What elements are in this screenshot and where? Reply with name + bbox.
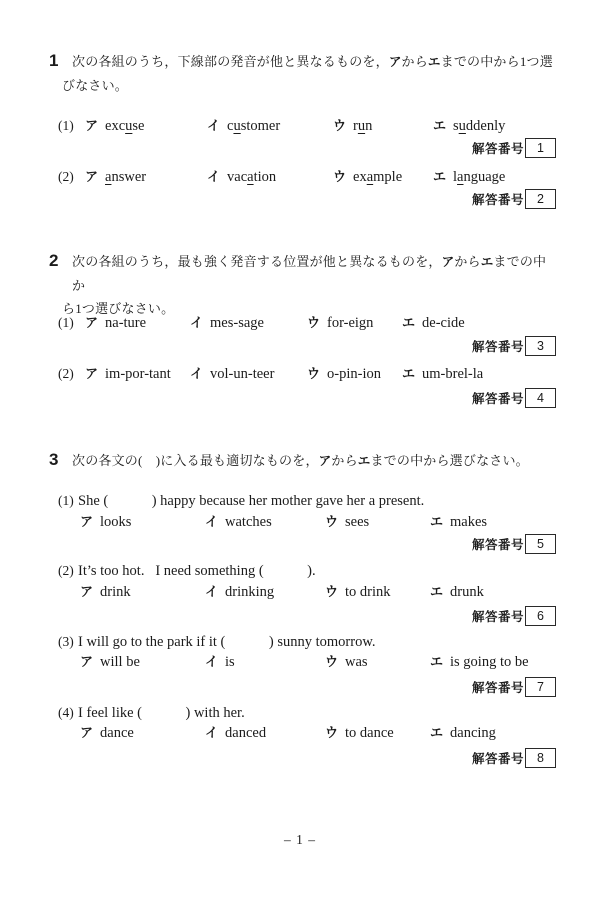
word-underlined: a <box>457 169 464 185</box>
word-underlined: u <box>458 118 466 134</box>
option-marker: エ <box>402 315 416 330</box>
option-marker: イ <box>190 315 204 330</box>
answer-number-box: 1 <box>525 138 556 158</box>
option-word <box>353 116 372 136</box>
word-post: ddenly <box>465 118 506 134</box>
option-a <box>80 723 205 743</box>
option-marker: イ <box>207 118 221 133</box>
option-word: um-brel-la <box>422 366 484 382</box>
katakana-a-bold: ア <box>318 454 332 468</box>
page-number: – 1 – <box>284 832 316 847</box>
option-word: watches <box>225 514 272 530</box>
option-word <box>105 167 146 187</box>
word-post: mple <box>373 169 403 185</box>
option-word <box>453 167 505 187</box>
word-pre: exc <box>105 118 126 134</box>
option-marker: エ <box>430 725 444 740</box>
option-word: will be <box>100 654 140 670</box>
option-marker: ウ <box>333 169 347 184</box>
question-3-2-options <box>80 582 560 602</box>
option-word: dancing <box>450 725 496 741</box>
katakana-a-bold: ア <box>441 255 455 269</box>
option-marker: ア <box>85 366 99 381</box>
option-marker: ア <box>80 654 94 669</box>
option-marker: イ <box>207 169 221 184</box>
section-1-number: 1 <box>49 51 59 70</box>
option-marker: ウ <box>325 584 339 599</box>
question-3-1-options <box>80 512 560 532</box>
answer-number-row-5 <box>472 533 556 554</box>
option-word: na-ture <box>105 315 147 331</box>
question-1-2-row <box>58 167 560 187</box>
option-marker: ア <box>80 514 94 529</box>
question-number: (4) <box>58 705 74 720</box>
option-marker: ア <box>85 315 99 330</box>
answer-number-row-3 <box>472 335 556 356</box>
word-pre: s <box>453 118 459 134</box>
option-e <box>430 723 496 743</box>
option-e <box>430 512 487 532</box>
option-e <box>402 364 483 384</box>
question-3-3-options <box>80 652 560 672</box>
section-1-header <box>48 50 556 97</box>
question-number: (1) <box>58 118 74 133</box>
instruction-text: までの中から1つ選 <box>440 54 553 69</box>
option-a <box>85 116 207 136</box>
option-e <box>402 313 465 333</box>
option-e <box>430 652 529 672</box>
option-word: is going to be <box>450 654 529 670</box>
option-i <box>205 723 325 743</box>
word-post: nswer <box>111 169 147 185</box>
section-2-number: 2 <box>49 251 59 270</box>
answer-number-box: 2 <box>525 189 556 209</box>
sentence-text: I will go to the park if it ( ) sunny tomorrow. <box>78 634 376 650</box>
option-marker: イ <box>190 366 204 381</box>
section-2-instruction-line2: ら1つ選びなさい。 <box>62 301 175 316</box>
answer-number-box: 6 <box>525 606 556 626</box>
answer-number-row-1 <box>472 137 556 158</box>
instruction-text: から <box>401 54 428 69</box>
option-word: danced <box>225 725 267 741</box>
option-i <box>205 652 325 672</box>
section-2-instruction-line1 <box>72 250 556 297</box>
word-post: stomer <box>240 118 281 134</box>
word-underlined: a <box>366 169 374 185</box>
option-u <box>325 582 430 602</box>
answer-number-row-6 <box>472 605 556 626</box>
option-word: im-por-tant <box>105 366 171 382</box>
option-a <box>85 313 190 333</box>
instruction-text: 次の各文の( )に入る最も適切なものを， <box>72 453 319 468</box>
option-marker: ウ <box>325 725 339 740</box>
instruction-text: から <box>331 453 358 468</box>
answer-number-label: 解答番号 <box>471 537 524 552</box>
word-pre: r <box>353 118 358 134</box>
question-3-1-sentence <box>58 491 560 511</box>
word-post: n <box>365 118 373 134</box>
question-3-4-options <box>80 723 560 743</box>
answer-number-label: 解答番号 <box>471 680 524 695</box>
option-marker: ア <box>85 169 99 184</box>
answer-number-label: 解答番号 <box>471 751 524 766</box>
word-pre: ex <box>353 169 367 185</box>
option-e <box>433 167 505 187</box>
option-word: sees <box>345 514 370 530</box>
answer-number-box: 7 <box>525 677 556 697</box>
option-i <box>207 116 333 136</box>
word-pre: l <box>453 169 458 185</box>
answer-number-row-2 <box>472 188 556 209</box>
option-marker: イ <box>205 514 219 529</box>
option-word: was <box>345 654 368 670</box>
answer-number-label: 解答番号 <box>471 339 524 354</box>
option-marker: イ <box>205 725 219 740</box>
answer-number-label: 解答番号 <box>471 192 524 207</box>
answer-number-label: 解答番号 <box>471 391 524 406</box>
option-marker: ア <box>80 584 94 599</box>
katakana-e-bold: エ <box>357 454 371 468</box>
option-e <box>433 116 505 136</box>
option-i <box>190 313 307 333</box>
option-word: o-pin-ion <box>327 366 381 382</box>
option-word: vol-un-teer <box>210 366 275 382</box>
instruction-text: 次の各組のうち，下線部の発音が他と異なるものを， <box>72 54 389 69</box>
word-underlined: u <box>233 118 241 134</box>
option-word: to drink <box>345 584 391 600</box>
instruction-text: から <box>454 254 481 269</box>
option-word: de-cide <box>422 315 465 331</box>
option-word: makes <box>450 514 488 530</box>
word-post: se <box>132 118 145 134</box>
question-1-1-row <box>58 116 560 136</box>
option-i <box>205 512 325 532</box>
option-u <box>307 364 402 384</box>
option-a <box>85 364 190 384</box>
option-marker: ウ <box>325 654 339 669</box>
option-marker: エ <box>430 584 444 599</box>
option-a <box>85 167 207 187</box>
question-3-3-sentence <box>58 632 560 652</box>
option-marker: イ <box>205 654 219 669</box>
option-marker: エ <box>433 118 447 133</box>
option-u <box>307 313 402 333</box>
word-post: nguage <box>463 169 506 185</box>
option-word: for-eign <box>327 315 374 331</box>
instruction-text: までの中か <box>72 254 547 293</box>
option-i <box>205 582 325 602</box>
question-3-4-sentence <box>58 703 560 723</box>
option-word <box>353 167 402 187</box>
answer-number-box: 5 <box>525 534 556 554</box>
section-3-number: 3 <box>49 450 59 469</box>
question-3-2-sentence <box>58 561 560 581</box>
question-2-2-row <box>58 364 560 384</box>
answer-number-label: 解答番号 <box>471 609 524 624</box>
question-number: (1) <box>58 315 74 330</box>
answer-number-label: 解答番号 <box>471 141 524 156</box>
option-word <box>453 116 505 136</box>
option-word: drink <box>100 584 131 600</box>
answer-number-row-7 <box>472 676 556 697</box>
option-marker: エ <box>402 366 416 381</box>
option-word: is <box>225 654 235 670</box>
word-post: tion <box>253 169 277 185</box>
option-u <box>333 167 433 187</box>
answer-number-box: 3 <box>525 336 556 356</box>
word-pre: c <box>227 118 234 134</box>
option-a <box>80 582 205 602</box>
option-word <box>105 116 144 136</box>
question-number: (2) <box>58 563 74 578</box>
option-a <box>80 512 205 532</box>
section-3-instruction <box>72 449 556 473</box>
section-2-header <box>48 250 556 320</box>
word-underlined: a <box>247 169 254 185</box>
question-number: (1) <box>58 493 74 508</box>
option-u <box>325 723 430 743</box>
option-i <box>207 167 333 187</box>
word-underlined: a <box>105 169 112 185</box>
option-marker: ウ <box>307 366 321 381</box>
option-word: dance <box>100 725 134 741</box>
word-underlined: u <box>125 118 133 134</box>
option-word: to dance <box>345 725 394 741</box>
option-marker: ウ <box>307 315 321 330</box>
answer-number-row-4 <box>472 387 556 408</box>
option-u <box>325 512 430 532</box>
option-word: looks <box>100 514 132 530</box>
katakana-e-bold: エ <box>480 255 494 269</box>
option-marker: エ <box>430 514 444 529</box>
section-1-instruction-line1 <box>72 50 556 74</box>
option-word: mes-sage <box>210 315 264 331</box>
instruction-text: 次の各組のうち，最も強く発音する位置が他と異なるものを， <box>72 254 442 269</box>
option-marker: ウ <box>333 118 347 133</box>
option-marker: ウ <box>325 514 339 529</box>
sentence-text: I feel like ( ) with her. <box>78 705 245 721</box>
answer-number-row-8 <box>472 747 556 768</box>
sentence-text: It’s too hot. I need something ( ). <box>78 563 316 579</box>
question-number: (2) <box>58 169 74 184</box>
option-marker: エ <box>433 169 447 184</box>
word-pre: vac <box>227 169 248 185</box>
option-marker: イ <box>205 584 219 599</box>
option-word <box>227 167 276 187</box>
option-u <box>333 116 433 136</box>
sentence-text: She ( ) happy because her mother gave her a present. <box>78 493 425 509</box>
option-word <box>227 116 280 136</box>
option-u <box>325 652 430 672</box>
answer-number-box: 4 <box>525 388 556 408</box>
option-i <box>190 364 307 384</box>
question-2-1-row <box>58 313 560 333</box>
word-underlined: u <box>357 118 366 134</box>
instruction-text: までの中から選びなさい。 <box>370 453 529 468</box>
question-number: (2) <box>58 366 74 381</box>
katakana-e-bold: エ <box>427 55 441 69</box>
option-word: drunk <box>450 584 484 600</box>
option-word: drinking <box>225 584 275 600</box>
option-marker: ア <box>80 725 94 740</box>
option-e <box>430 582 484 602</box>
katakana-a-bold: ア <box>388 55 402 69</box>
option-a <box>80 652 205 672</box>
option-marker: ア <box>85 118 99 133</box>
answer-number-box: 8 <box>525 748 556 768</box>
question-number: (3) <box>58 634 74 649</box>
option-marker: エ <box>430 654 444 669</box>
section-1-instruction-line2: びなさい。 <box>62 78 129 93</box>
section-3-header <box>48 449 556 473</box>
